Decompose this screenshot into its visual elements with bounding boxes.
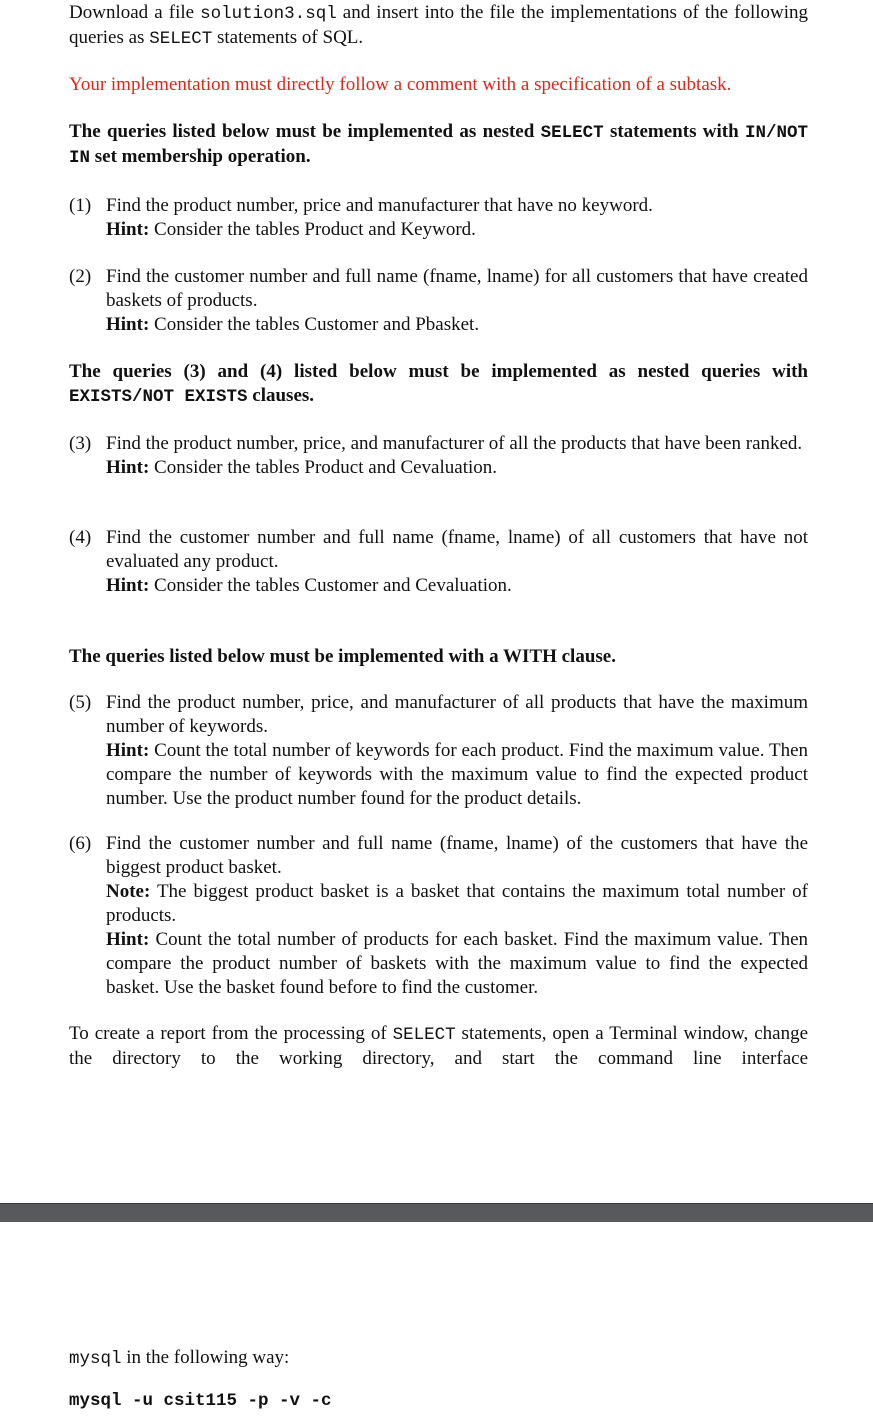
question-text: Find the customer number and full name (fname, lname) for all customers that have created baskets of products. — [106, 266, 808, 311]
question-number: (5) — [69, 692, 92, 713]
intro-text-3: statements of SQL. — [216, 27, 364, 48]
question-text: Find the product number, price and manufacturer that have no keyword. — [106, 195, 653, 216]
report-text-1: To create a report from the processing of — [69, 1023, 387, 1044]
report-paragraph — [69, 1022, 808, 1071]
hint-label: Hint: — [106, 740, 150, 761]
section1-heading — [69, 120, 808, 170]
section1-keyword-in: IN/NOT IN — [69, 123, 808, 168]
report-select-keyword: SELECT — [392, 1025, 456, 1045]
question-number: (6) — [69, 833, 92, 854]
note-label: Note: — [106, 881, 151, 902]
select-keyword: SELECT — [149, 29, 213, 49]
hint-label: Hint: — [106, 929, 150, 950]
question-6 — [69, 832, 808, 1000]
question-number: (3) — [69, 433, 92, 454]
question-3 — [69, 432, 808, 480]
question-5 — [69, 691, 808, 811]
question-text: Find the customer number and full name (fname, lname) of all customers that have not evaluated any product. — [106, 527, 808, 572]
hint-line — [106, 928, 808, 1000]
question-text: Find the product number, price, and manufacturer of all products that have the maximum number of keywords. — [106, 692, 808, 737]
mysql-command: mysql -u csit115 -p -v -c — [69, 1391, 332, 1411]
hint-line — [106, 313, 808, 337]
hint-line — [106, 739, 808, 811]
question-4 — [69, 526, 808, 598]
file-name: solution3.sql — [200, 4, 337, 24]
hint-text: Consider the tables Customer and Cevaluation. — [154, 575, 512, 596]
section2-heading — [69, 360, 808, 409]
question-number: (2) — [69, 266, 92, 287]
section1-keyword-select: SELECT — [540, 123, 604, 143]
question-number: (1) — [69, 195, 92, 216]
intro-text-1: Download a file — [69, 2, 195, 23]
hint-text: Consider the tables Product and Cevaluation. — [154, 457, 498, 478]
question-text: Find the customer number and full name (fname, lname) of the customers that have the biggest product basket. — [106, 833, 808, 878]
hint-text: Count the total number of products for each basket. Find the maximum value. Then compare the product number of baskets with the maximum value to find the expected basket. Use the basket found before to find the customer. — [106, 929, 809, 998]
notice-text: Your implementation must directly follow a comment with a specification of a subtask. — [69, 74, 732, 95]
section1-text-3: set membership operation. — [94, 146, 311, 167]
hint-line — [106, 456, 808, 480]
question-2 — [69, 265, 808, 337]
question-number: (4) — [69, 527, 92, 548]
hint-text: Consider the tables Product and Keyword. — [154, 219, 476, 240]
hint-label: Hint: — [106, 457, 150, 478]
hint-line — [106, 574, 808, 598]
section2-text-1: The queries (3) and (4) listed below must be implemented as nested queries with — [69, 361, 808, 382]
mysql-instruction — [69, 1346, 808, 1371]
intro-text-2: and insert into the file the implementations of the following queries as — [69, 2, 809, 48]
section2-keyword-exists: EXISTS/NOT EXISTS — [69, 387, 248, 407]
hint-label: Hint: — [106, 219, 150, 240]
hint-text: Consider the tables Customer and Pbasket. — [154, 314, 480, 335]
question-text: Find the product number, price, and manufacturer of all the products that have been ranked. — [106, 433, 803, 454]
hint-label: Hint: — [106, 314, 150, 335]
intro-paragraph — [69, 1, 808, 51]
question-1 — [69, 194, 808, 242]
hint-line — [106, 218, 808, 242]
section2-text-2: clauses. — [252, 385, 315, 406]
hint-label: Hint: — [106, 575, 150, 596]
section1-text-2: statements with — [609, 121, 739, 142]
hint-text: Count the total number of keywords for each product. Find the maximum value. Then compare the number of keywords with the maximum value to find the expected product number. Use the product number found for the product details. — [106, 740, 809, 809]
section3-heading: The queries listed below must be implemented with a WITH clause. — [69, 646, 616, 667]
note-text: The biggest product basket is a basket that contains the maximum total number of products. — [106, 881, 808, 926]
mysql-instruction-text: in the following way: — [126, 1347, 290, 1368]
page-break-divider — [0, 1203, 873, 1222]
note-line — [106, 880, 808, 928]
report-text-2: statements, open a Terminal window, change the directory to the working directory, and start the command line interface — [69, 1023, 809, 1069]
mysql-cmd-name: mysql — [69, 1349, 122, 1369]
section1-text-1: The queries listed below must be implemented as nested — [69, 121, 535, 142]
